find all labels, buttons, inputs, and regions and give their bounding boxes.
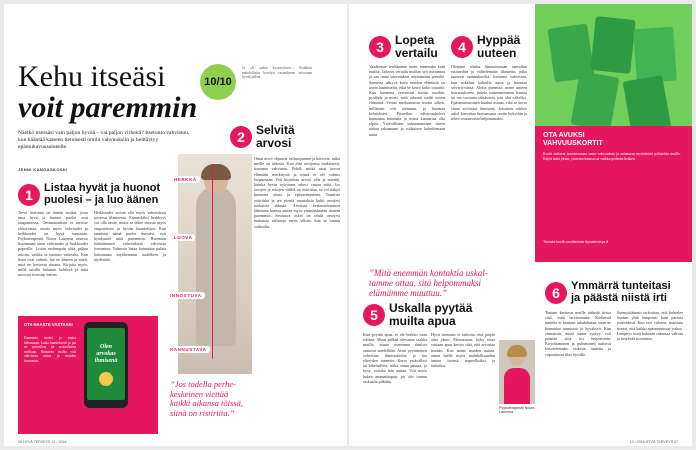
scale-line [212,164,213,359]
section-3-heading: Lopeta vertailu [395,33,438,60]
section-5-col-2: Hyvä itsetunto ei tarkoita, että pärjää aina yksin. Päinvastoin, kyky ottaa vastaan apua kertoo siitä, että arvostaa itseään. Kun annat muiden auttaa, annat heille myös mahdollisuuden tuntea itsensä tarpeellisiksi ja tärkeiksi. [431,332,495,369]
badge-text: 10/10 [204,76,232,88]
section-2-number: 2 [230,126,252,148]
pull-quote-left: ”Jos todella perhe- keskeinen viettää kaikki aikansa töissä, siinä on ristiriita.” [170,379,243,418]
sidebar-text: Kortit auttavat tunnistamaan omia vahvuuksia ja antamaan myönteistä palautetta muille. Käytä niitä yksin, ystävien kanssa tai vaikka perheen kesken. [543,152,681,161]
scale-luova: LUOVA [171,234,195,241]
photo-person-hair [507,345,527,357]
section-1-col-2: Heikkoudet voivat olla myös vahvuuksia toisessa tilanteessa. Esimerkiksi herkkyys voi olla rasite, mutta se tekee sinusta myös empaattisen ja hyvän kuuntelijan. Kun tunnistat nämä puolet itsessäsi, voit hyödyntää niitä paremmin. Huomion kääntäminen vahvuuksiin vahvistaa itsetuntoa. Valmista listaa kannattaa palata katsomaan myöhemmin uudelleen ja täydentää. [94,210,166,262]
section-3-number: 3 [369,36,391,58]
section-4-number: 4 [451,36,473,58]
promo-box [18,316,158,434]
personality-scale [167,164,259,364]
scale-herkka: HERKKÄ [171,176,200,183]
card-3 [633,27,677,84]
section-6-col-2: Itsemyötätunto tarkoittaa, että kohtelee itseään yhtä lempeästi kuin parasta ystäväänsä. Kun teet virheen, muistuta itseäsi, että kaikki epäonnistuvat joskus. Lempeys itseä kohtaan rakentaa vahvaa ja kestävää itsetuntoa. [617,310,683,342]
left-page [4,4,347,446]
section-6-heading: Ymmärrä tunteitasi ja päästä niistä irti [571,280,671,304]
section-5-col-1: Kun pyydät apua, et ole heikko vaan rohkea. Moni pelkää olevansa taakka muille, mutta useimmat ihmiset auttavat mielellään. Avun pyytäminen vahvistaa ihmissuhteita ja luo yhteyden tunnetta. Kerro ystävällesi tai läheisellesi, mikä sinua painaa, ja kysy, voisiko hän auttaa. Voit myös hakea ammattiapua, jos olo tuntuu raskaalta pitkään. [363,332,427,384]
cards-sidebar [535,126,692,262]
headline [18,62,218,123]
section-1-heading: Listaa hyvät ja huonot puolesi – ja luo äänen [44,182,161,206]
photo-caption: Psykoterapeutti Noora Lauerma [499,406,535,415]
card-5 [623,75,672,126]
photo-psychotherapist [499,340,535,404]
phone-screen [87,328,125,400]
section-4-heading: Hyppää uuteen [477,33,521,60]
footer-left: 46 HYVÄ TERVEYS 12 / 2016 [18,440,67,444]
byline: JENNI KANGASKOSKI [18,167,68,172]
card-4 [571,71,620,126]
scale-kannustava: KANNUSTAVA [167,346,210,353]
section-1-number: 1 [18,184,40,206]
sidebar-title: OTA AVUKSI VAHVUUSKORTIT [543,132,603,147]
section-2-text: Omat arvot ohjaavat valintojamme ja kertovat, mikä meille on tärkeää. Kun elää arvojensa mukaisesti, itsetunto vahvistuu. Pohdi, mitkä asiat tuovat elämääsi merkitystä ja mistä et ole valmis luopumaan. Voit kirjoittaa arvosi ylös ja miettiä, kuinka hyvin nykyinen arkesi vastaa niitä. Jos arvojen ja tekojen välillä on ristiriitaa, se voi näkyä huonona olona ja epävarmuutena. Tunnista ristiriidat ja tee pieniä muutoksia kohti arvojesi mukaista elämää. Arvoista keskusteleminen läheisten kanssa auttaa myös ymmärtämään itseään paremmin. Seuraava askel on tehdä arvojesi mukaisia valintoja myös silloin, kun se tuntuu vaikealta. [254,156,340,229]
badge-caption: Jo yli sadan kysymyksen… Kaikkiin mahdollisiin kyselyn vastaukseen toivotaan hyvää jatkoa. [242,66,312,80]
sidebar-note: Tulosta kortit osoitteesta hyvaterveys.fi [543,240,609,244]
phone-screen-text: Olen arvokas ihmisenä [94,344,118,364]
badge-10-10 [200,64,236,100]
section-3-text: Vaadimme itseltämme usein enemmän kuin muilta. Jatkuva vertailu muihin syö itsetuntoa ja saa omat saavutukset näyttämään pieniltä. Somessa näkyvä kuva muiden elämästä on usein kaunisteltu, eikä se kerro koko totuutta. Kun huomaat vertaavasi itseäsi muihin, pysähdy ja mieti, mitä oikeasti tiedät toisen elämästä. Vertaa mieluummin itseäsi siihen, millainen olit aiemmin, ja huomaa kehityksesi. Pienetkin edistysaskeleet kannattaa huomata ja niistä kannattaa olla ylpeä. Ystävällinen suhtautuminen itseen auttaa jaksamaan ja rohkaisee kokeilemaan uutta. [369,64,445,137]
section-6-number: 6 [545,282,567,304]
section-5-number: 5 [363,304,385,326]
section-4-text: Olemme alttiita liimautumaan samoihin rutiineihin ja välttelemään tilanteita, jotka tuntuvat epämukavilta. Itsetunto vahvistuu, kun uskaltaa kokeilla uutta ja huomaa selviytyvänsä. Aloita pienestä: mene uuteen harrastukseen, juttele tuntemattoman kanssa tai ota vastuuta tehtävästä, jota olet vältellyt. Epäonnistuminen kuuluu asiaan, eikä se kerro sinun arvostasi ihmisenä. Jokainen rohkea askel kasvattaa luottamusta omiin kykyihin ja tekee seuraavasta helpommaksi. [451,64,527,122]
right-page [349,4,692,446]
promo-text: Kannusta itseäsi ja muita kehumaan. Lataa haastekortit ja jaa ne ystävillesi tai sosiaaliseen mediaan. Haasteen avulla voit vahvistaa omaa ja muiden itsetuntoa. [24,336,76,363]
cards-photo [535,4,692,126]
headline-line-1: Kehu itseäsi [18,60,166,93]
footer-right: 12 / 2016 HYVÄ TERVEYS 47 [629,440,678,444]
lead-paragraph: Näetkö itsessäsi vain paljon hyvää – vai paljon virheitä? Itsetunto vahvistuu, kun kääntää katseen tietoisesti omiin vahvuuksiin ja heittäytyy epämukavuusalueelle. [18,130,190,151]
mid-quote: ”Mitä enemmän kontaktia uskal- tamme ottaa, sitä helpommaksi elämämme muuttuu.” [369,268,488,298]
card-2 [590,16,635,74]
phone [84,322,128,408]
section-2-heading: Selvitä arvosi [256,123,295,150]
photo-person-body [504,368,530,404]
promo-title: OTA HAASTE VASTAAN! [24,322,73,327]
phone-flower-icon [99,372,113,386]
section-1-col-1: Terve itsetunto on tämän vuoksi, jossa oma hyvä ja huonot puolet ovat tasapainossa. Ominaisuuksia ei tarvitse ylikorostaa, mutta myös vahvuudet ja heikkoudet on hyvä tunnistaa. Psykoterapeutti Noora Lauerma neuvoo listaamaan omat vahvuudet ja heikkoudet paperille. Listaa molempiin yhtä paljon asioita, vaikka se tuntuisi vaikealta. Kun listat ovat valmiit, lue ne ääneen ja mieti, mitä ne kertovat sinusta. Kirjoita myös, millä tavalla haluaisit kehittyä ja mitä arvostat itsessäsi eniten. [18,210,88,278]
scale-innostuva: INNOSTUVA [167,292,205,299]
headline-line-2: voit paremmin [18,91,198,124]
section-5-heading: Uskalla pyytää muilta apua [389,301,473,328]
section-6-col-1: Tunteet kertovat meille tärkeää tietoa siitä, mitä tarvitsemme. Kielteisiä tunteita ei kannata tukahduttaa, vaan ne kannattaa tunnistaa ja hyväksyä. Kun ymmärrät, mistä tunne syntyy, voit päästää siitä irti helpommin. Kirjoittaminen ja puhuminen auttavat käsittelemään vaikeita tunteita ja vapauttavat tilaa hyvälle. [545,310,611,357]
